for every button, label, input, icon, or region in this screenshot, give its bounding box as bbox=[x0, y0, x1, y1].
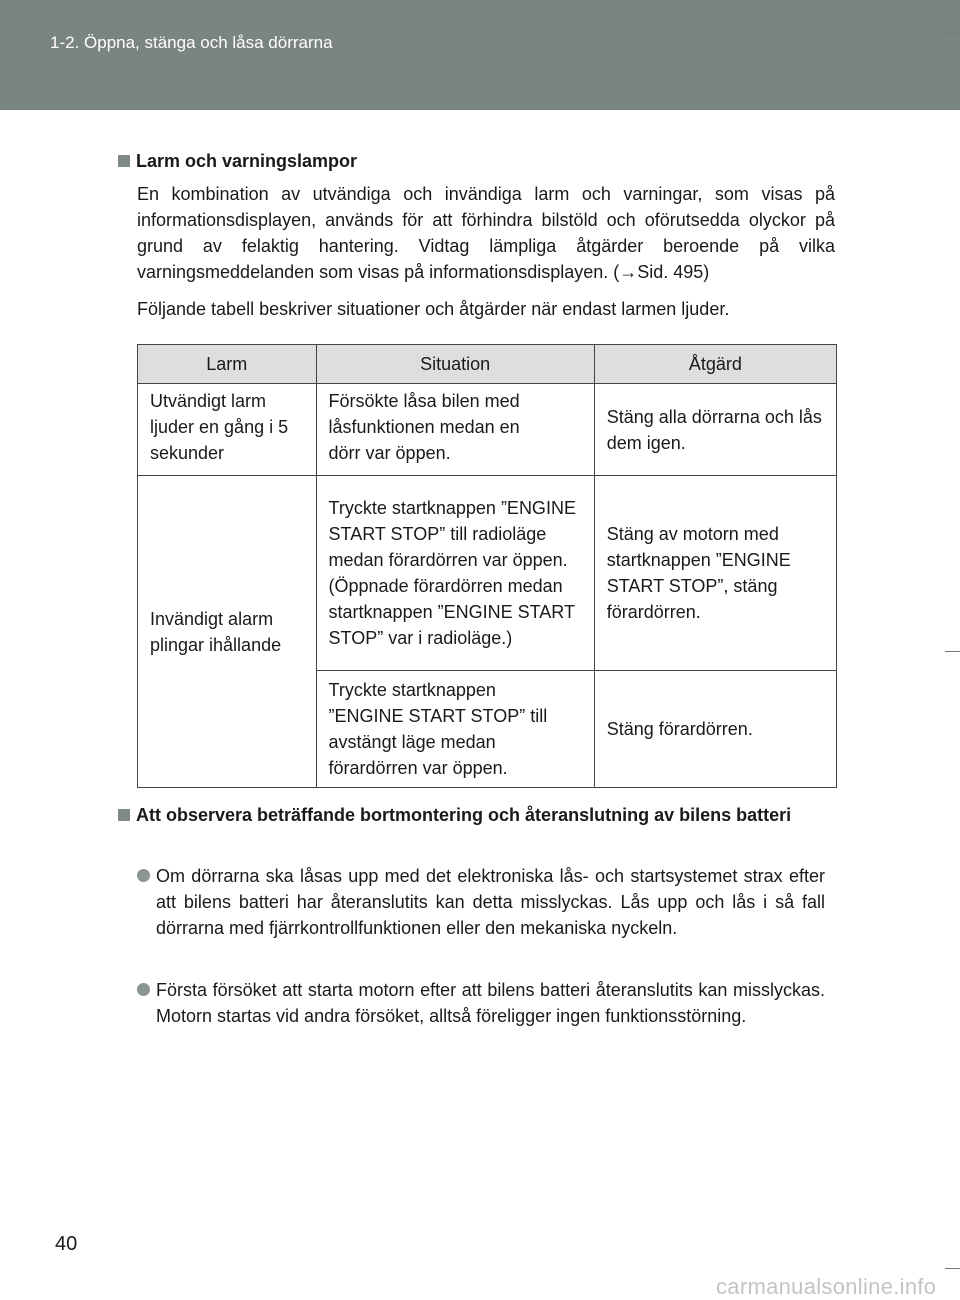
circle-bullet-icon bbox=[137, 983, 150, 996]
circle-bullet-icon bbox=[137, 869, 150, 882]
list-item-text: Första försöket att starta motorn efter att bilens batteri återanslutits kan misslyckas. Motorn startas vid andra försöket, alltså föreligger ingen funktionsstörning. bbox=[156, 980, 825, 1026]
square-bullet-icon bbox=[118, 155, 130, 167]
table-cell-situation: Tryckte startknappen ”ENGINE START STOP” till avstängt läge medan förardörren var öppen. bbox=[316, 671, 594, 788]
table-cell-atgard: Stäng av motorn med startknappen ”ENGINE START STOP”, stäng förardörren. bbox=[594, 476, 836, 671]
crop-mark bbox=[945, 33, 960, 34]
table-cell-situation: Tryckte startknappen ”ENGINE START STOP” till radioläge medan förardörren var öppen. (Öppnade förardörren medan startknappen ”ENGINE START STOP” var i radioläge.) bbox=[316, 476, 594, 671]
column-header-atgard: Åtgärd bbox=[594, 345, 836, 384]
section-heading-text: Larm och varningslampor bbox=[136, 151, 358, 171]
table-cell-larm: Invändigt alarm plingar ihållande bbox=[138, 476, 317, 788]
section-heading-alarms bbox=[118, 148, 357, 174]
column-header-situation: Situation bbox=[316, 345, 594, 384]
section-heading-battery bbox=[118, 802, 834, 828]
page-header bbox=[0, 0, 960, 110]
intro-paragraph: En kombination av utvändiga och invändiga larm och varningar, som visas på informationsdisplayen, används för att förhindra bilstöld och oförutsedda olyckor på grund av felaktig hantering. Vidtag lämpliga åtgärder beroende på vilka varningsmeddelanden som visas på informationsdisplayen. (→Sid. 495) bbox=[137, 184, 835, 282]
section-heading-text: Att observera beträffande bortmontering och återanslutning av bilens batteri bbox=[136, 805, 792, 825]
table-cell-situation: Försökte låsa bilen med låsfunktionen medan en dörr var öppen. bbox=[316, 384, 594, 476]
table-cell-atgard: Stäng alla dörrarna och lås dem igen. bbox=[594, 384, 836, 476]
alarm-table bbox=[137, 344, 837, 788]
list-item bbox=[137, 977, 825, 1029]
chapter-title: 1-2. Öppna, stänga och låsa dörrarna bbox=[50, 33, 333, 52]
table-cell-atgard: Stäng förardörren. bbox=[594, 671, 836, 788]
table-cell-larm: Utvändigt larm ljuder en gång i 5 sekunder bbox=[138, 384, 317, 476]
list-item bbox=[137, 863, 825, 941]
table-header-row bbox=[138, 345, 837, 384]
list-item-text: Om dörrarna ska låsas upp med det elektroniska lås- och startsystemet strax efter att bilens batteri har återanslutits kan detta misslyckas. Lås upp och lås i så fall dörrarna med fjärrkontrollfunktionen eller den mekaniska nyckeln. bbox=[156, 866, 825, 938]
crop-mark bbox=[945, 1268, 960, 1269]
table-row bbox=[138, 476, 837, 671]
watermark: carmanualsonline.info bbox=[716, 1274, 937, 1299]
page-number: 40 bbox=[55, 1233, 78, 1255]
table-row bbox=[138, 384, 837, 476]
table-intro-paragraph: Följande tabell beskriver situationer och åtgärder när endast larmen ljuder. bbox=[137, 299, 730, 319]
column-header-larm: Larm bbox=[138, 345, 317, 384]
square-bullet-icon bbox=[118, 809, 130, 821]
crop-mark bbox=[945, 651, 960, 652]
